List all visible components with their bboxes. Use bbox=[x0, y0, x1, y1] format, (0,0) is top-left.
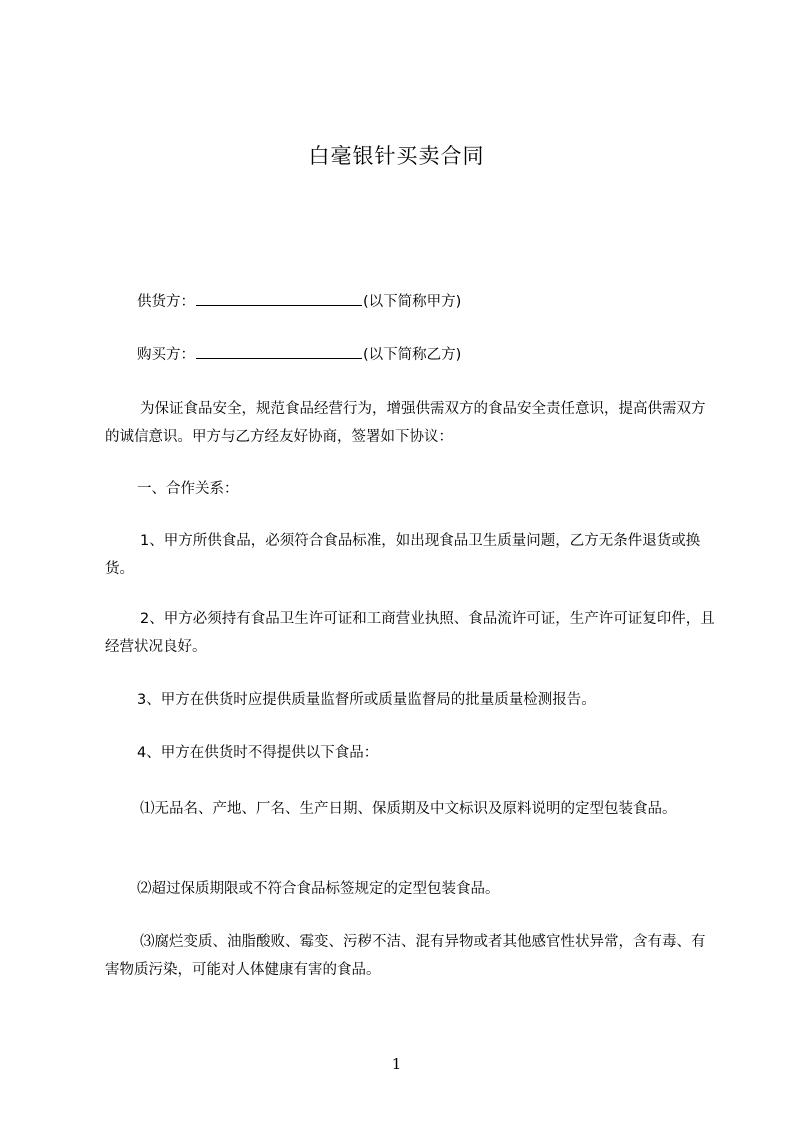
supplier-label: 供货方： bbox=[137, 294, 195, 310]
clause-2: 2、甲方必须持有食品卫生许可证和工商营业执照、食品流许可证，生产许可证复印件，且经营状况良好。 bbox=[105, 611, 715, 655]
buyer-label: 购买方： bbox=[137, 347, 195, 363]
sub-clause-1: ⑴无品名、产地、厂名、生产日期、保质期及中文标识及原料说明的定型包装食品。 bbox=[140, 801, 677, 817]
clause-3: 3、甲方在供货时应提供质量监督所或质量监督局的批量质量检测报告。 bbox=[137, 692, 596, 708]
section-heading: 一、合作关系： bbox=[137, 481, 239, 497]
supplier-line bbox=[137, 291, 461, 312]
page-number: 1 bbox=[391, 1055, 402, 1073]
sub-clause-3: ⑶腐烂变质、油脂酸败、霉变、污秽不洁、混有异物或者其他感官性状异常，含有毒、有害物质污染，可能对人体健康有害的食品。 bbox=[105, 934, 706, 978]
supplier-suffix: (以下简称甲方) bbox=[363, 294, 462, 310]
clause-4: 4、甲方在供货时不得提供以下食品： bbox=[137, 745, 379, 761]
buyer-blank-field[interactable] bbox=[196, 344, 362, 359]
supplier-blank-field[interactable] bbox=[196, 291, 362, 306]
document-title: 白毫银针买卖合同 bbox=[308, 144, 485, 168]
buyer-line bbox=[137, 344, 461, 365]
clause-1: 1、甲方所供食品，必须符合食品标准，如出现食品卫生质量问题，乙方无条件退货或换货。 bbox=[105, 533, 701, 577]
intro-paragraph: 为保证食品安全，规范食品经营行为，增强供需双方的食品安全责任意识，提高供需双方的诚信意识。甲方与乙方经友好协商，签署如下协议： bbox=[105, 401, 706, 445]
sub-clause-2: ⑵超过保质期限或不符合食品标签规定的定型包装食品。 bbox=[137, 881, 500, 897]
buyer-suffix: (以下简称乙方) bbox=[363, 347, 462, 363]
